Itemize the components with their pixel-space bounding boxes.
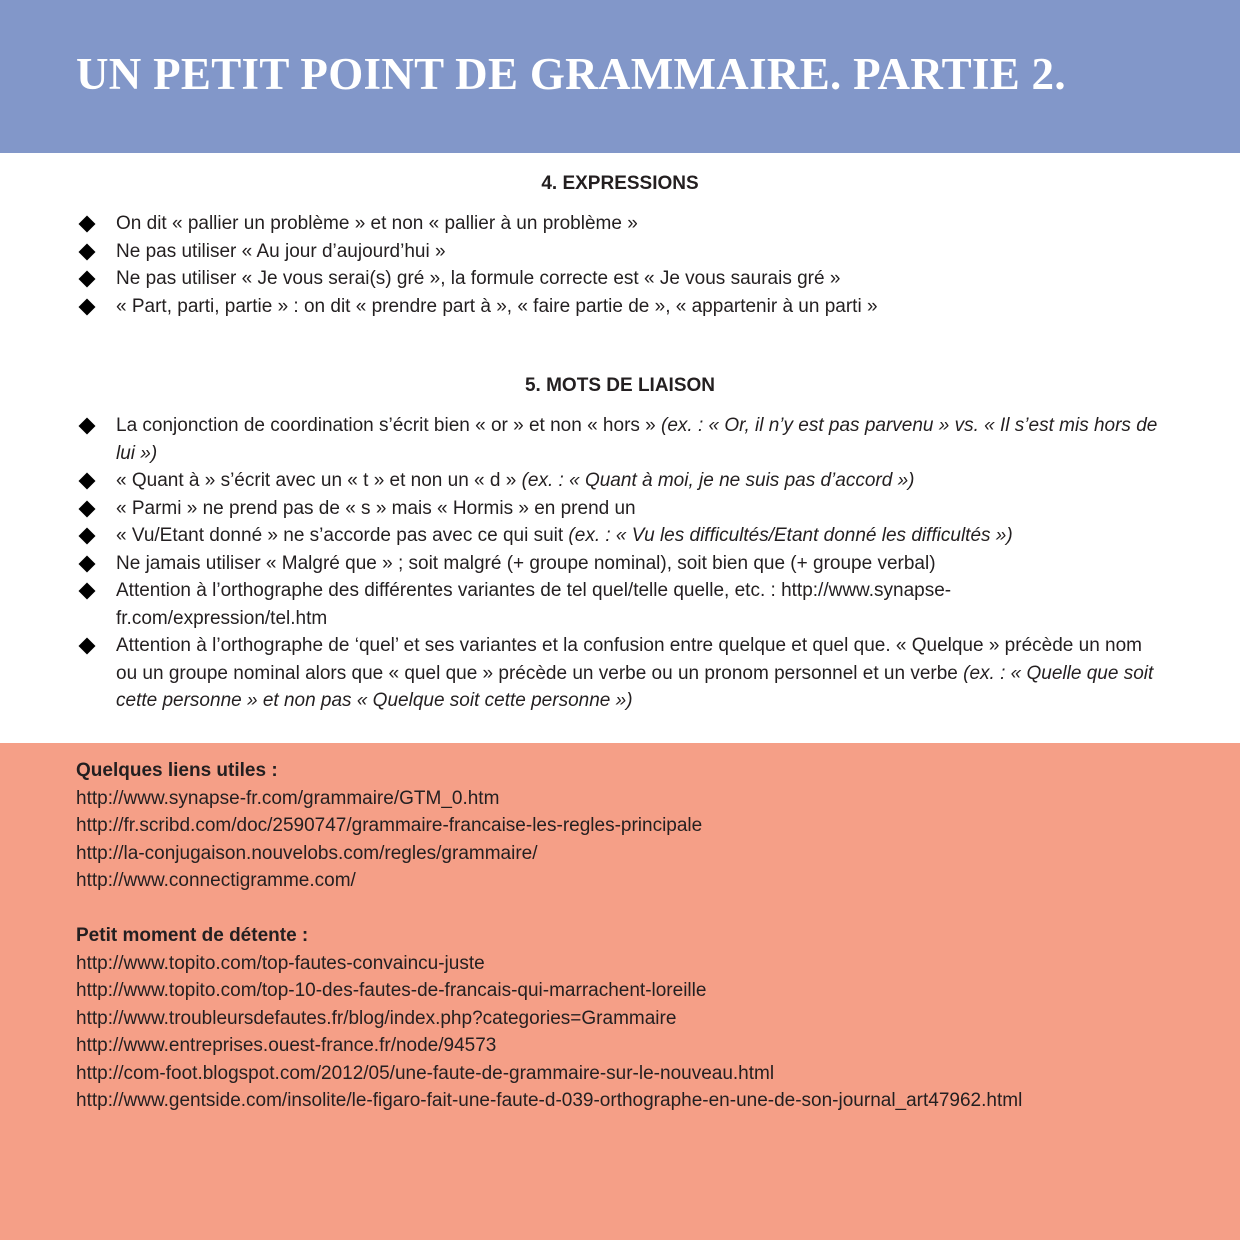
diamond-bullet-icon xyxy=(79,271,96,288)
useful-link: http://fr.scribd.com/doc/2590747/grammaire-francaise-les-regles-principale xyxy=(76,815,703,836)
relax-link: http://www.entreprises.ouest-france.fr/node/94573 xyxy=(76,1035,497,1056)
diamond-bullet-icon xyxy=(79,473,96,490)
useful-link: http://la-conjugaison.nouvelobs.com/regles/grammaire/ xyxy=(76,842,538,864)
page-title: UN PETIT POINT DE GRAMMAIRE. PARTIE 2. xyxy=(76,49,1066,99)
useful-link: http://www.connectigramme.com/ xyxy=(76,870,356,891)
diamond-bullet-icon xyxy=(79,638,96,655)
relax-links-block xyxy=(76,922,1022,1115)
diamond-bullet-icon xyxy=(79,528,96,545)
diamond-bullet-icon xyxy=(79,583,96,600)
diamond-bullet-icon xyxy=(79,298,96,315)
section-title-mots-de-liaison: 5. MOTS DE LIAISON xyxy=(524,375,716,396)
expressions-list xyxy=(0,210,1240,320)
relax-links-heading: Petit moment de détente : xyxy=(76,925,309,946)
list-item: Ne pas utiliser « Je vous serai(s) gré », la formule correcte est « Je vous saurais gré » xyxy=(0,265,1240,293)
relax-link: http://www.gentside.com/insolite/le-figaro-fait-une-faute-d-039-orthographe-en-une-de-son-journal_art47962.html xyxy=(76,1090,1023,1111)
section-title-expressions: 4. EXPRESSIONS xyxy=(541,173,699,194)
diamond-bullet-icon xyxy=(79,418,96,435)
links-footer xyxy=(0,743,1240,1240)
list-item: Ne pas utiliser « Au jour d’aujourd’hui » xyxy=(0,238,1240,266)
relax-link: http://www.topito.com/top-10-des-fautes-de-francais-qui-marrachent-loreille xyxy=(76,980,707,1001)
useful-links-heading: Quelques liens utiles : xyxy=(76,760,278,781)
useful-links-block xyxy=(76,757,702,895)
diamond-bullet-icon xyxy=(79,555,96,572)
list-item: Ne jamais utiliser « Malgré que » ; soit malgré (+ groupe nominal), soit bien que (+ groupe verbal) xyxy=(0,550,1240,578)
header-banner xyxy=(0,0,1240,153)
list-item: On dit « pallier un problème » et non « pallier à un problème » xyxy=(0,210,1240,238)
list-item: « Quant à » s’écrit avec un « t » et non un « d » (ex. : « Quant à moi, je ne suis pas d’accord ») xyxy=(0,467,1240,495)
relax-link: http://www.topito.com/top-fautes-convaincu-juste xyxy=(76,952,485,974)
list-item: Attention à l’orthographe de ‘quel’ et ses variantes et la confusion entre quelque et quel que. « Quelque » précède un nom ou un groupe nominal alors que « quel que » précède un verbe ou un pronom personnel et un verbe (ex. : « Quelle que soit cette personne » et non pas « Quelque soit cette personne ») xyxy=(0,632,1240,715)
diamond-bullet-icon xyxy=(79,216,96,233)
diamond-bullet-icon xyxy=(79,243,96,260)
relax-link: http://www.troubleursdefautes.fr/blog/index.php?categories=Grammaire xyxy=(76,1007,677,1029)
useful-link: http://www.synapse-fr.com/grammaire/GTM_0.htm xyxy=(76,787,500,809)
relax-link: http://com-foot.blogspot.com/2012/05/une-faute-de-grammaire-sur-le-nouveau.html xyxy=(76,1062,775,1084)
list-item: « Vu/Etant donné » ne s’accorde pas avec ce qui suit (ex. : « Vu les difficultés/Etant donné les difficultés ») xyxy=(0,522,1240,550)
list-item: « Parmi » ne prend pas de « s » mais « Hormis » en prend un xyxy=(0,495,1240,523)
diamond-bullet-icon xyxy=(79,500,96,517)
list-item: Attention à l’orthographe des différentes variantes de tel quel/telle quelle, etc. : http://www.synapse-fr.com/expression/tel.htm xyxy=(0,577,1240,632)
list-item: La conjonction de coordination s’écrit bien « or » et non « hors » (ex. : « Or, il n’y est pas parvenu » vs. « Il s’est mis hors de lui ») xyxy=(0,412,1240,467)
mots-de-liaison-list xyxy=(0,412,1240,715)
list-item: « Part, parti, partie » : on dit « prendre part à », « faire partie de », « appartenir à un parti » xyxy=(0,293,1240,321)
